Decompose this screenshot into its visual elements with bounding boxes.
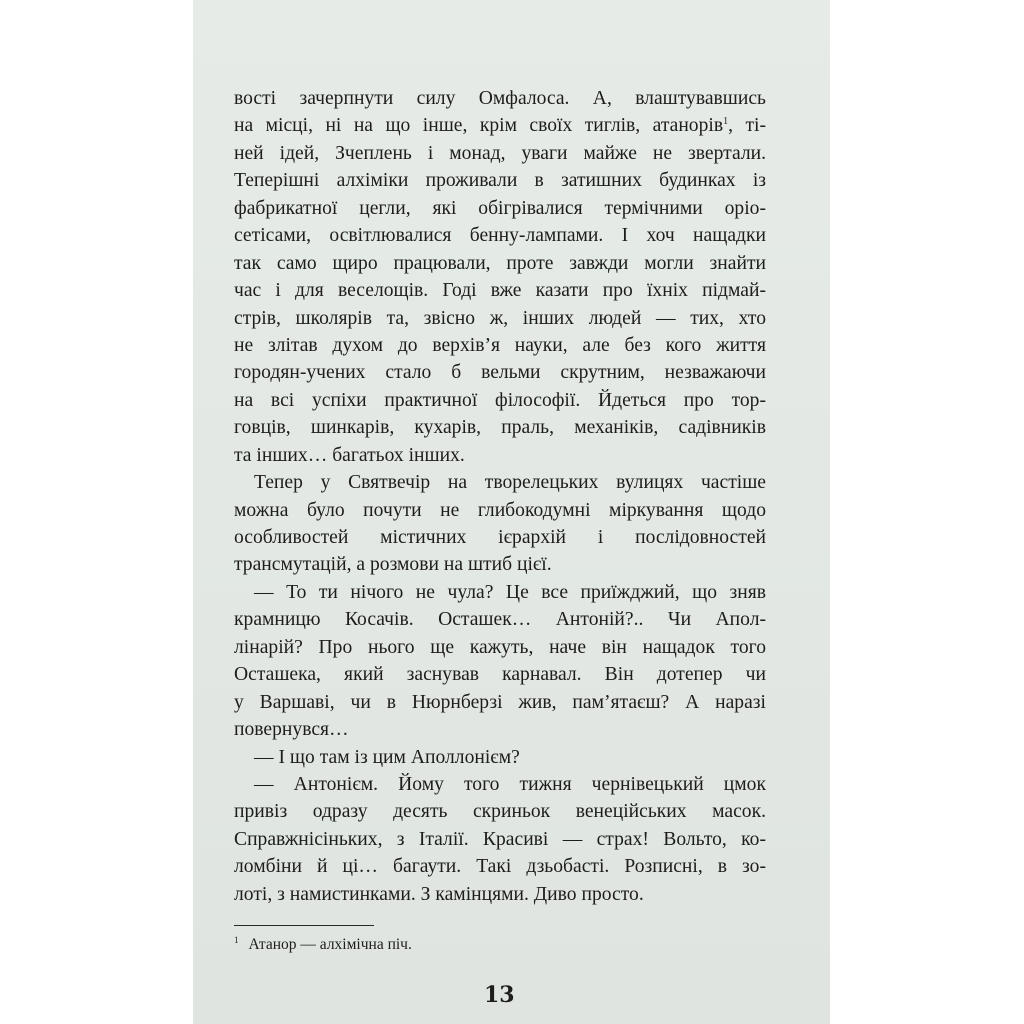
- text-line: вості зачерпнути силу Омфалоса. А, влаштувавшись: [234, 88, 766, 109]
- text-line: та інших… багатьох інших.: [234, 444, 465, 466]
- text-line: городян-учених стало б вельми скрутним, незважаючи: [234, 362, 766, 384]
- footnote: [234, 935, 412, 954]
- footnote-number: 1: [234, 935, 239, 945]
- text-line: на всі успіхи практичної філософії. Йдеться про тор-: [234, 389, 766, 411]
- text-line: Тепер у Святвечір на творелецьких вулицях частіше: [254, 472, 766, 494]
- text-line: ней ідей, Зчеплень і монад, уваги майже не звертали.: [234, 142, 766, 164]
- body-text: [234, 85, 766, 908]
- text-line: — То ти нічого не чула? Це все приїжджий, що зняв: [254, 581, 766, 603]
- text-line: [234, 112, 766, 139]
- text-line: лоті, з намистинками. З камінцями. Диво просто.: [234, 883, 644, 905]
- text-line: у Варшаві, чи в Нюрнберзі жив, пам’ятаєш? А наразі: [234, 691, 766, 713]
- footnote-text: Атанор — алхімічна піч.: [248, 936, 412, 953]
- text-line: — І що там із цим Аполлонієм?: [254, 746, 520, 768]
- text-line: крамницю Косачів. Осташек… Антоній?.. Чи Апол-: [234, 609, 766, 631]
- text-line: Осташека, який заснував карнавал. Він дотепер чи: [234, 664, 766, 686]
- footnote-divider: [234, 925, 374, 926]
- text-line: Справжнісіньких, з Італії. Красиві — страх! Вольто, ко-: [234, 828, 766, 850]
- text-line: ломбіни й ці… багаути. Такі дзьобасті. Розписні, в зо-: [234, 856, 766, 878]
- text-line: не злітав духом до верхів’я науки, але без кого життя: [234, 334, 766, 356]
- text-line: так само щиро працювали, проте завжди могли знайти: [234, 252, 766, 274]
- text-fragment: , ті-: [728, 115, 766, 137]
- text-line: сетісами, освітлювалися бенну-лампами. І хоч нащадки: [234, 225, 766, 247]
- text-line: говців, шинкарів, кухарів, праль, механіків, садівників: [234, 417, 766, 439]
- text-line: час і для веселощів. Годі вже казати про їхніх підмай-: [234, 280, 766, 302]
- text-line: стрів, школярів та, звісно ж, інших людей — тих, хто: [234, 307, 766, 329]
- text-line: фабрикатної цегли, які обігрівалися термічними оріо-: [234, 197, 766, 219]
- text-line: особливостей містичних ієрархій і послідовностей: [234, 527, 766, 548]
- text-line: повернувся…: [234, 719, 349, 741]
- text-line: Теперішні алхіміки проживали в затишних будинках із: [234, 170, 766, 192]
- text-line: лінарій? Про нього ще кажуть, наче він нащадок того: [234, 636, 766, 658]
- text-line: трансмутацій, а розмови на штиб цієї.: [234, 554, 552, 576]
- page-number: 13: [484, 982, 515, 1008]
- text-line: — Антонієм. Йому того тижня чернівецький цмок: [254, 773, 766, 795]
- text-fragment: на місці, ні на що інше, крім своїх тиглів, атанорів: [234, 115, 724, 137]
- footnote-ref[interactable]: 1: [723, 116, 729, 128]
- text-line: привіз одразу десять скриньок венеційських масок.: [234, 801, 766, 823]
- text-line: можна було почути не глибокодумні міркування щодо: [234, 499, 766, 521]
